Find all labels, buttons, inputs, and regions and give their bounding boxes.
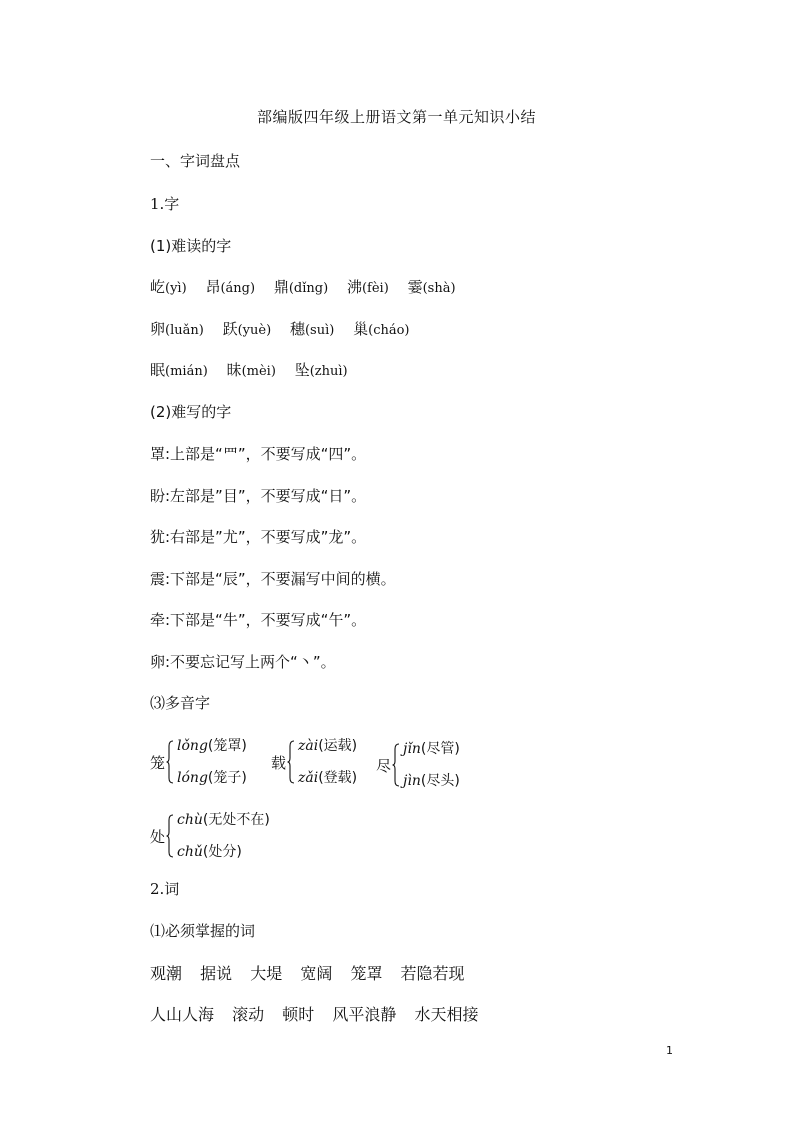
polyphone-group (376, 739, 460, 791)
brace-icon (166, 740, 174, 784)
word: 大堤 (250, 964, 283, 983)
polyphone-char: 处 (150, 827, 166, 846)
char-item (205, 278, 255, 296)
polyphone-group (271, 736, 357, 788)
char-item (295, 361, 348, 379)
hard-write-item: 罩:上部是“罒”，不要写成“四”。 (150, 445, 367, 463)
char: 坠 (294, 361, 310, 379)
polyphone-group (150, 810, 270, 862)
subsection-heading: ⑶多音字 (150, 694, 211, 712)
word: 人山人海 (150, 1005, 215, 1024)
char-item (227, 361, 276, 379)
polyphone-option (177, 736, 247, 756)
pinyin: jìn (403, 773, 421, 789)
pinyin: (luǎn) (165, 323, 204, 338)
polyphone-option (177, 842, 270, 862)
char-item (290, 320, 334, 338)
hard-read-row (150, 318, 424, 339)
word-row (150, 961, 478, 984)
char: 昧 (226, 361, 242, 379)
pinyin: zài (298, 738, 319, 754)
char-item (353, 320, 409, 338)
subsection-heading: 2.词 (150, 880, 180, 898)
pinyin: lǒng (177, 738, 208, 754)
section-heading: 一、字词盘点 (150, 152, 241, 170)
word: 笼罩 (350, 964, 383, 983)
pinyin: (mèi) (241, 364, 276, 379)
example-word: (运载) (318, 738, 358, 754)
polyphone-char: 载 (271, 753, 287, 772)
hard-write-item: 盼:左部是”目”，不要写成“日”。 (150, 487, 367, 505)
word: 滚动 (232, 1005, 265, 1024)
polyphone-char: 尽 (376, 756, 392, 775)
pinyin: (suì) (304, 323, 335, 338)
pinyin: (áng) (220, 281, 256, 296)
example-word: (笼子) (207, 770, 247, 786)
char-item (150, 320, 204, 338)
pinyin: chǔ (177, 844, 203, 860)
page-number: 1 (666, 1044, 673, 1057)
char: 穗 (289, 320, 305, 338)
brace-icon (392, 743, 400, 787)
pinyin: (mián) (165, 364, 208, 379)
brace-icon (166, 814, 174, 858)
hard-read-row (150, 276, 470, 297)
char-item (150, 361, 208, 379)
char-item (223, 320, 272, 338)
char: 沸 (346, 278, 362, 296)
hard-write-item: 犹:右部是”尤”，不要写成”龙”。 (150, 528, 367, 546)
pinyin: (cháo) (368, 323, 410, 338)
brace-icon (287, 740, 295, 784)
pinyin: chù (177, 812, 203, 828)
word: 观潮 (150, 964, 183, 983)
word: 水天相接 (414, 1005, 479, 1024)
word: 据说 (200, 964, 233, 983)
hard-write-item: 卵:不要忘记写上两个“丶”。 (150, 653, 336, 671)
char: 眠 (150, 361, 166, 379)
word-row (150, 1002, 491, 1025)
word: 若隐若现 (400, 964, 465, 983)
char: 巢 (353, 320, 369, 338)
pinyin: (zhuì) (309, 364, 348, 379)
char: 鼎 (273, 278, 289, 296)
polyphone-group (150, 736, 247, 788)
polyphone-option (298, 768, 357, 788)
polyphone-option (177, 810, 270, 830)
pinyin: (dǐng) (288, 281, 329, 296)
pinyin: (yuè) (237, 323, 272, 338)
example-word: (笼罩) (207, 738, 247, 754)
subsection-heading: (1)难读的字 (150, 237, 232, 255)
hard-write-item: 牵:下部是“牛”，不要写成“午”。 (150, 611, 367, 629)
char: 昂 (205, 278, 221, 296)
subsection-heading: (2)难写的字 (150, 403, 232, 421)
word: 顿时 (282, 1005, 315, 1024)
polyphone-char: 笼 (150, 753, 166, 772)
polyphone-option (177, 768, 247, 788)
pinyin: jǐn (403, 741, 421, 757)
example-word: (尽管) (420, 741, 460, 757)
polyphone-option (403, 771, 460, 791)
example-word: (处分) (202, 844, 242, 860)
example-word: (登载) (318, 770, 358, 786)
subsection-heading: ⑴必须掌握的词 (150, 922, 256, 940)
char: 屹 (150, 278, 166, 296)
char: 卵 (150, 320, 166, 338)
pinyin: lóng (177, 770, 208, 786)
example-word: (尽头) (420, 773, 460, 789)
pinyin: (yì) (165, 281, 187, 296)
char: 霎 (407, 278, 423, 296)
char-item (150, 278, 187, 296)
word: 宽阔 (300, 964, 333, 983)
char: 跃 (222, 320, 238, 338)
subsection-heading: 1.字 (150, 195, 180, 213)
hard-read-row (150, 359, 362, 380)
word: 风平浪静 (332, 1005, 397, 1024)
pinyin: (fèi) (361, 281, 389, 296)
polyphone-option (403, 739, 460, 759)
polyphone-option (298, 736, 357, 756)
example-word: (无处不在) (202, 812, 270, 828)
hard-write-item: 震:下部是“辰”，不要漏写中间的横。 (150, 570, 396, 588)
page-title: 部编版四年级上册语文第一单元知识小结 (256, 108, 536, 126)
char-item (347, 278, 389, 296)
char-item (274, 278, 328, 296)
char-item (408, 278, 456, 296)
pinyin: zǎi (298, 770, 319, 786)
pinyin: (shà) (422, 281, 456, 296)
